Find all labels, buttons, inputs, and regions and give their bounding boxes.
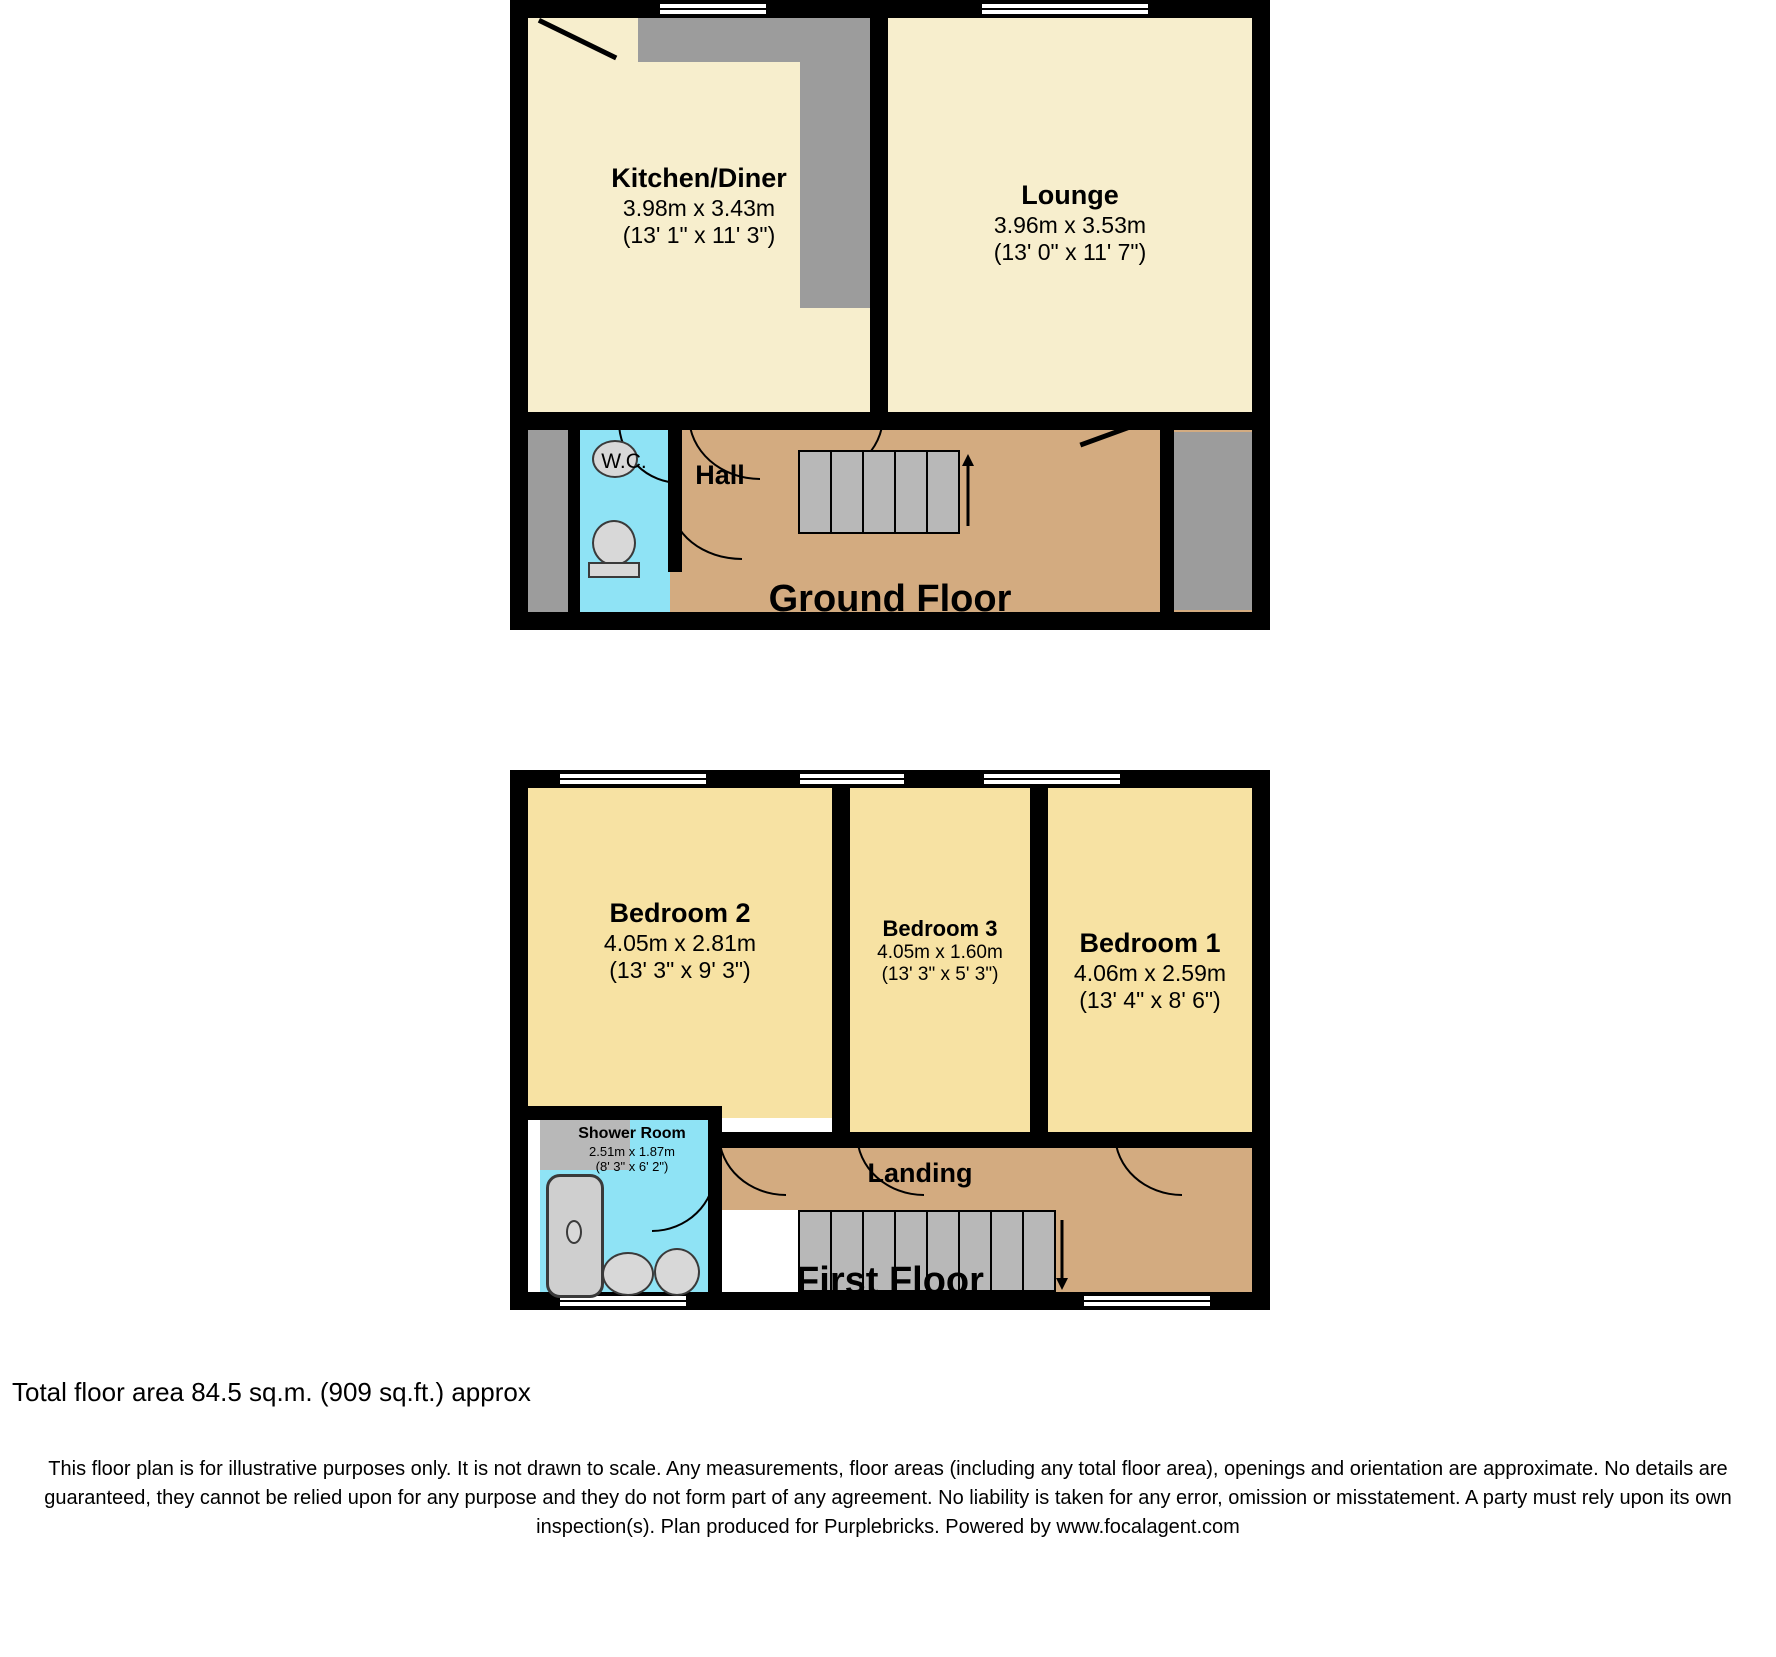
label-landing (810, 1158, 1030, 1190)
shower-bath-plug (566, 1220, 582, 1244)
ground-stairs-direction-arrow (960, 452, 988, 532)
label-bedroom-3-imperial: (13' 3" x 5' 3") (881, 964, 999, 986)
door-front-entrance (1070, 418, 1162, 478)
label-bedroom-1-metric: 4.06m x 2.59m (1073, 959, 1227, 986)
label-bedroom-1-name: Bedroom 1 (1079, 928, 1221, 958)
window-kitchen-left (512, 20, 526, 24)
door-bedroom-2 (718, 1072, 784, 1132)
label-landing-name: Landing (867, 1158, 973, 1188)
door-bedroom-1 (1114, 1072, 1180, 1132)
label-kitchen-diner-metric: 3.98m x 3.43m (622, 194, 776, 221)
label-shower-room (552, 1125, 712, 1175)
first-internal-wall-shower-top (528, 1106, 722, 1120)
wc-toilet-bowl (592, 520, 636, 566)
first-floor-plan (510, 770, 1270, 1330)
label-bedroom-3-metric: 4.05m x 1.60m (877, 941, 1003, 963)
label-bedroom-3 (840, 916, 1040, 987)
door-hall-understairs (670, 500, 740, 556)
label-bedroom-1-imperial: (13' 4" x 8' 6") (1079, 986, 1221, 1013)
label-bedroom-2 (570, 898, 790, 984)
label-lounge-imperial: (13' 0" x 11' 7") (993, 238, 1147, 265)
disclaimer-text: This floor plan is for illustrative purposes only. It is not drawn to scale. Any measurements, floor areas (including any total floor area), openings and orientation are approximate. No details are guaranteed, they cannot be relied upon for any purpose and they do not form part of any agreement. No liability is taken for any error, omission or misstatement. A party must rely upon its own inspection(s). Plan produced for Purplebricks. Powered by www.focalagent.com (44, 1458, 1732, 1538)
window-bedroom-3 (798, 772, 906, 786)
label-wc-name: W.C. (601, 450, 647, 473)
label-shower-room-imperial: (8' 3" x 6' 2") (595, 1159, 669, 1175)
label-shower-room-metric: 2.51m x 1.87m (589, 1143, 675, 1159)
ground-outer-wall-right (1252, 0, 1270, 630)
wc-cistern (588, 562, 640, 578)
window-bedroom-2 (558, 772, 708, 786)
window-bedroom-1 (982, 772, 1122, 786)
label-hall (630, 460, 810, 492)
total-floor-area: Total floor area 84.5 sq.m. (909 sq.ft.) approx (12, 1377, 531, 1407)
label-bedroom-3-name: Bedroom 3 (882, 916, 998, 941)
label-bedroom-2-name: Bedroom 2 (609, 898, 751, 928)
ground-outer-wall-left (510, 0, 528, 630)
label-kitchen-diner-imperial: (13' 1" x 11' 3") (622, 221, 776, 248)
label-bedroom-1 (1040, 928, 1260, 1014)
label-lounge-metric: 3.96m x 3.53m (993, 211, 1147, 238)
door-kitchen-hall (688, 352, 758, 414)
first-outer-wall-left (510, 770, 528, 1310)
kitchen-worktop-vertical (800, 18, 870, 308)
ground-floor-plan (510, 0, 1270, 650)
label-hall-name: Hall (695, 460, 745, 490)
label-bedroom-2-metric: 4.05m x 2.81m (603, 929, 757, 956)
ground-floor-title: Ground Floor (768, 578, 1012, 620)
door-kitchen-external (540, 18, 630, 74)
first-outer-wall-right (1252, 770, 1270, 1310)
label-bedroom-2-imperial: (13' 3" x 9' 3") (609, 956, 751, 983)
door-shower-room (650, 1168, 712, 1228)
door-bedroom-3 (856, 1072, 922, 1132)
label-kitchen-diner-name: Kitchen/Diner (611, 163, 787, 193)
window-lounge-top (980, 2, 1150, 16)
label-kitchen-diner (589, 163, 809, 249)
window-kitchen-top (658, 2, 768, 16)
ground-staircase (798, 450, 960, 534)
label-lounge (960, 180, 1180, 266)
ground-outer-wall-top (510, 0, 1270, 18)
first-floor-title: First Floor (796, 1260, 984, 1302)
door-lounge-hall (810, 352, 880, 414)
label-lounge-name: Lounge (1021, 180, 1119, 210)
label-shower-room-name: Shower Room (578, 1125, 686, 1142)
